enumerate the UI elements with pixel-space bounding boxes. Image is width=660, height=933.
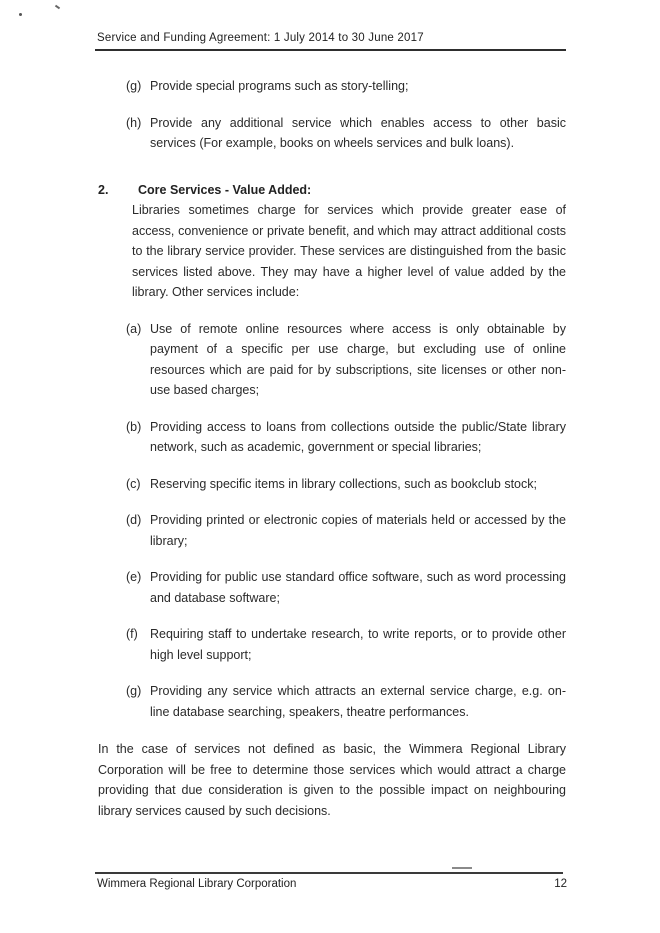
closing-paragraph: In the case of services not defined as basic, the Wimmera Regional Library Corporation will be free to determine those services which would attract a charge providing that due consideration is given to the possible impact on neighbouring library services caused by such decisions. (98, 742, 566, 818)
footer-organisation: Wimmera Regional Library Corporation (97, 878, 297, 890)
section-intro-paragraph: Libraries sometimes charge for services which provide greater ease of access, convenience or private benefit, and which may attract additional costs to the library service provider. These services are distinguished from the basic services listed above. They may have a higher level of value added by the library. Other services include: (132, 203, 566, 299)
section-title: Core Services - Value Added: (138, 182, 312, 197)
list-item-g2 (126, 681, 566, 722)
scan-artifact-tick (55, 5, 60, 10)
list-item-a (126, 319, 566, 401)
list-item-text: Providing any service which attracts an external service charge, e.g. on-line database searching, speakers, theatre performances. (150, 684, 566, 719)
scan-artifact-dash (452, 867, 472, 869)
list-item-label: (g) (126, 79, 142, 93)
list-item-text: Providing access to loans from collections outside the public/State library network, such as academic, government or special libraries; (150, 419, 566, 454)
list-item-c (126, 474, 566, 495)
section-heading (98, 180, 566, 201)
list-item-label: (g) (126, 684, 142, 698)
list-item-label: (e) (126, 570, 142, 584)
list-item-text: Providing printed or electronic copies of materials held or accessed by the library; (150, 513, 566, 548)
list-item-text: Provide any additional service which enables access to other basic services (For example, books on wheels services and bulk loans). (150, 115, 566, 150)
list-item-label: (f) (126, 627, 138, 641)
list-item-g (126, 76, 566, 97)
list-item-f (126, 624, 566, 665)
scan-artifact-dot (19, 13, 22, 16)
list-item-d (126, 510, 566, 551)
list-item-label: (c) (126, 476, 141, 491)
list-item-e (126, 567, 566, 608)
list-item-h (126, 113, 566, 154)
list-item-text: Use of remote online resources where access is only obtainable by payment of a specific per use charge, but excluding use of online resources which are paid for by subscriptions, site licenses or other non-use based charges; (150, 321, 566, 397)
list-item-text: Providing for public use standard office software, such as word processing and database software; (150, 570, 566, 605)
list-item-label: (b) (126, 419, 142, 434)
document-content (98, 76, 566, 821)
list-item-label: (d) (126, 513, 142, 527)
section-number: 2. (98, 182, 109, 197)
page-header-title: Service and Funding Agreement: 1 July 2014 to 30 June 2017 (97, 32, 424, 44)
list-item-text: Reserving specific items in library collections, such as bookclub stock; (150, 476, 537, 491)
header-rule (95, 49, 566, 51)
list-item-b (126, 417, 566, 458)
footer-rule (95, 872, 563, 874)
list-item-text: Requiring staff to undertake research, to write reports, or to provide other high level support; (150, 627, 566, 662)
list-item-text: Provide special programs such as story-telling; (150, 79, 409, 93)
page-footer (97, 878, 567, 890)
list-item-label: (h) (126, 115, 142, 130)
list-item-label: (a) (126, 321, 142, 336)
footer-page-number: 12 (554, 878, 567, 890)
